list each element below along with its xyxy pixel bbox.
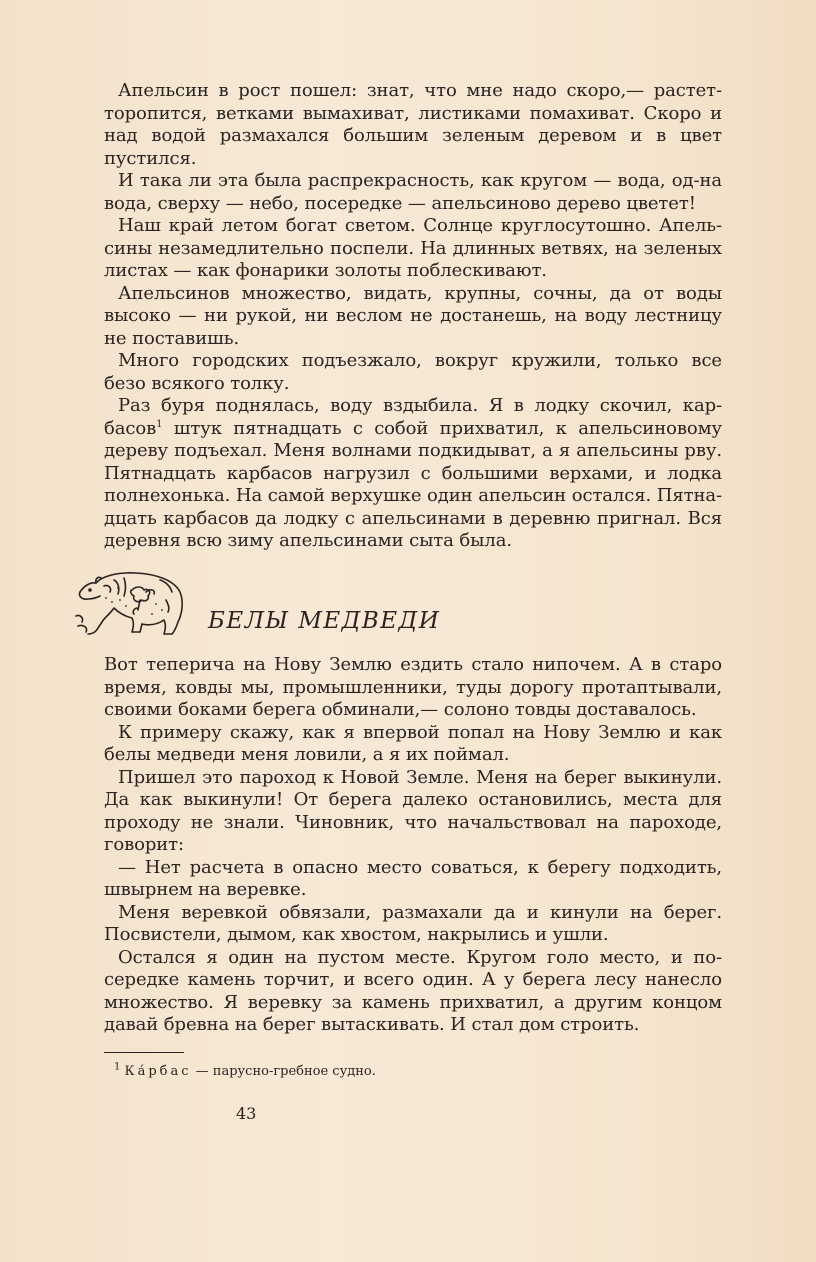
footnote-text: — парусно-гребное судно.	[191, 1064, 376, 1079]
page-number: 43	[236, 1104, 257, 1123]
paragraph: К примеру скажу, как я впервой попал на Нову Землю и как белы медведи меня ловили, а я их поймал.	[104, 721, 722, 765]
footnote-ref: 1	[156, 418, 163, 430]
paragraph-part: Раз буря поднялась, воду вздыбила. Я в лодку скочил, кар-басов	[104, 395, 722, 439]
paragraph: Апельсинов множество, видать, крупны, сочны, да от воды высоко — ни рукой, ни веслом не достанешь, на воду лестницу не поставишь.	[104, 282, 722, 349]
paragraph: Меня веревкой обвязали, размахали да и кинули на берег. Посвистели, дымом, как хвостом, накрылись и ушли.	[104, 901, 722, 945]
story2-text	[104, 654, 722, 1037]
paragraph: Остался я один на пустом месте. Кругом голо место, и по-середке камень торчит, и всего один. А у берега лесу нанесло множество. Я веревку за камень прихватил, а другим концом давай бревна на берег вытаскивать. И стал дом строить.	[104, 946, 722, 1035]
paragraph-part: штук пятнадцать с собой прихватил, к апельсиновому дереву подъехал. Меня волнами подкидыват, а я апельсины рву. Пятнадцать карбасов нагрузил с большими верхами, и лодка полнехонька. На самой верхушке один апельсин остался. Пятна-дцать карбасов да лодку с апельсинами в деревню пригнал. Вся деревня всю зиму апельсинами сыта была.	[104, 417, 722, 551]
paragraph: Наш край летом богат светом. Солнце круглосутошно. Апель-сины незамедлительно поспели. На длинных ветвях, на зеленых листах — как фонарики золоты поблескивают.	[104, 215, 722, 281]
polar-bear-illustration	[74, 566, 186, 638]
footnote	[114, 1061, 376, 1079]
paragraph: — Нет расчета в опасно место соваться, к берегу подходить, швырнем на веревке.	[104, 856, 722, 900]
paragraph	[104, 395, 722, 553]
paragraph: И така ли эта была распрекрасность, как кругом — вода, од-на вода, сверху — небо, посередке — апельсиново дерево цветет!	[104, 170, 722, 214]
footnote-divider	[104, 1052, 184, 1053]
footnote-term: Ка́рбас	[124, 1064, 192, 1079]
chapter-title: БЕЛЫ МЕДВЕДИ	[208, 608, 441, 634]
chapter-header	[74, 566, 724, 642]
paragraph: Вот теперича на Нову Землю ездить стало нипочем. А в старо время, ковды мы, промышленники, туды дорогу протаптывали, своими боками берега обминали,— солоно товды доставалось.	[104, 654, 722, 720]
paragraph: Много городских подъезжало, вокруг кружили, только все безо всякого толку.	[104, 350, 722, 394]
paragraph: Апельсин в рост пошел: знат, что мне надо скоро,— растет-торопится, ветками вымахиват, листиками помахиват. Скоро и над водой размахался большим зеленым деревом и в цвет пустился.	[104, 80, 722, 169]
paragraph: Пришел это пароход к Новой Земле. Меня на берег выкинули. Да как выкинули! От берега далеко остановились, места для проходу не знали. Чиновник, что начальствовал на пароходе, говорит:	[104, 766, 722, 855]
story1-text	[104, 80, 722, 553]
footnote-mark: 1	[114, 1061, 121, 1073]
